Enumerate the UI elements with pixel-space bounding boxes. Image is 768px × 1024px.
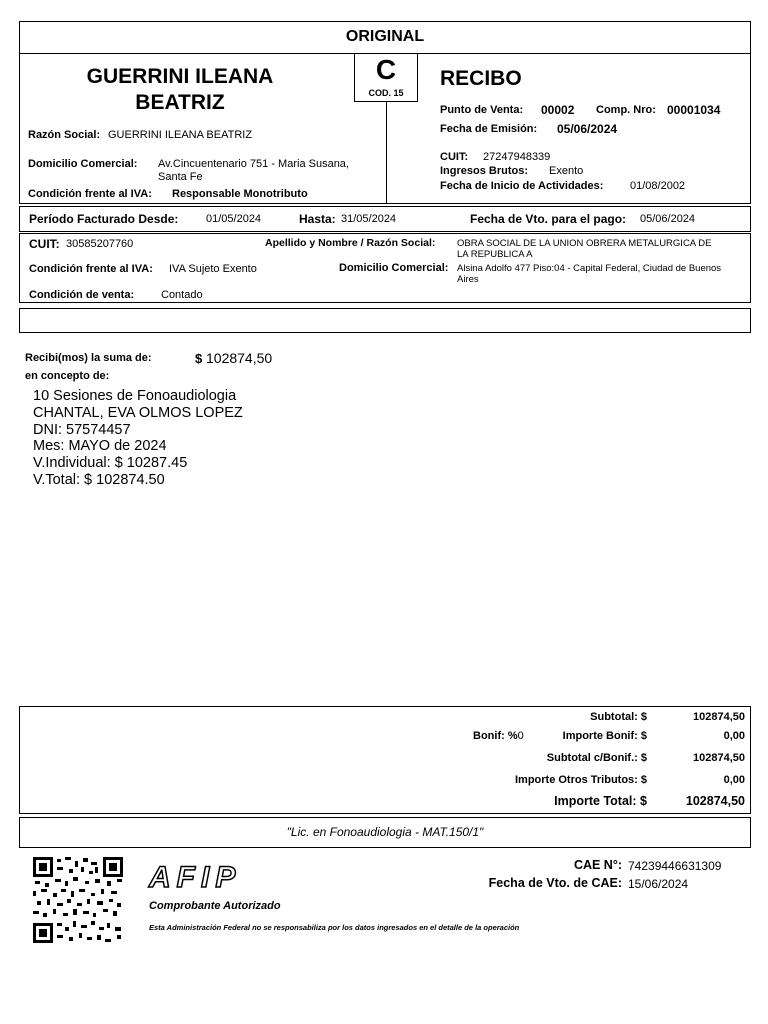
comp-nro: 00001034 — [667, 103, 721, 117]
client-domicilio-line1: Alsina Adolfo 477 Piso:04 - Capital Federal, Ciudad de Buenos — [457, 263, 722, 274]
disclaimer: Esta Administración Federal no se responsabiliza por los datos ingresados en el detalle de la operación — [149, 923, 520, 932]
invoice-letter-code: COD. 15 — [368, 88, 404, 98]
issuer-razon-social: GUERRINI ILEANA BEATRIZ — [108, 129, 253, 141]
concept-line: V.Total: $ 102874.50 — [33, 471, 165, 488]
qr-code — [33, 857, 123, 943]
header-divider — [386, 101, 387, 204]
afip-logo — [149, 862, 265, 894]
client-iva-label: Condición frente al IVA: — [29, 263, 153, 275]
period-hasta: 31/05/2024 — [341, 213, 397, 225]
subtotal-bonif-label: Subtotal c/Bonif.: $ — [546, 752, 647, 764]
subtotal-bonif-value: 102874,50 — [693, 752, 745, 764]
concept-line: Mes: MAYO de 2024 — [33, 438, 167, 455]
issuer-name-line1: GUERRINI ILEANA — [86, 65, 274, 88]
client-nombre-line1: OBRA SOCIAL DE LA UNION OBRERA METALURGICA DE — [457, 238, 712, 249]
blank-box — [19, 308, 751, 333]
iibb-label: Ingresos Brutos: — [440, 165, 529, 177]
concept-line: DNI: 57574457 — [33, 421, 131, 438]
suma-label: Recibi(mos) la suma de: — [25, 352, 152, 364]
concept-line: 10 Sesiones de Fonoaudiologia — [33, 388, 237, 404]
subtotal-value: 102874,50 — [693, 711, 745, 723]
period-hasta-label: Hasta: — [299, 212, 336, 226]
issuer-domicilio-line2: Santa Fe — [158, 171, 203, 183]
issuer-razon-social-label: Razón Social: — [28, 129, 101, 141]
period-vto-label: Fecha de Vto. para el pago: — [470, 212, 627, 226]
doc-type-title: RECIBO — [440, 67, 522, 90]
invoice-letter: C — [375, 54, 397, 85]
concept-line: CHANTAL, EVA OLMOS LOPEZ — [33, 404, 243, 421]
suma-currency: $ — [195, 351, 203, 366]
issuer-cuit-label: CUIT: — [440, 151, 469, 163]
total-label: Importe Total: $ — [554, 794, 647, 808]
total-value: 102874,50 — [685, 794, 745, 808]
fecha-emision: 05/06/2024 — [557, 122, 618, 136]
issuer-iva: Responsable Monotributo — [172, 188, 308, 200]
punto-venta: 00002 — [541, 103, 575, 117]
punto-venta-label: Punto de Venta: — [440, 104, 524, 116]
subtotal-label: Subtotal: $ — [590, 711, 647, 723]
client-nombre-line2: LA REPUBLICA A — [457, 249, 533, 260]
fecha-emision-label: Fecha de Emisión: — [440, 123, 538, 135]
note-text: "Lic. en Fonoaudiologia - MAT.150/1" — [286, 825, 484, 839]
issuer-name-line2: BEATRIZ — [135, 91, 225, 114]
cae: 74239446631309 — [628, 859, 722, 873]
inicio-actividades: 01/08/2002 — [630, 180, 686, 192]
cae-label: CAE N°: — [573, 858, 622, 872]
comprobante-autorizado: Comprobante Autorizado — [149, 900, 281, 912]
client-domicilio-label: Domicilio Comercial: — [339, 262, 449, 274]
suma-amount: 102874,50 — [206, 350, 273, 366]
afip-logo-text: AFIP — [149, 861, 242, 894]
client-iva: IVA Sujeto Exento — [169, 263, 257, 275]
issuer-iva-label: Condición frente al IVA: — [28, 188, 152, 200]
concept-list — [33, 388, 243, 489]
iibb: Exento — [549, 165, 584, 177]
cae-vto-label: Fecha de Vto. de CAE: — [488, 876, 622, 890]
otros-tributos-value: 0,00 — [723, 774, 745, 786]
client-venta: Contado — [161, 289, 203, 301]
concept-line: V.Individual: $ 10287.45 — [33, 455, 188, 472]
period-desde-label: Período Facturado Desde: — [29, 212, 179, 226]
importe-bonif-label: Importe Bonif: $ — [562, 730, 647, 742]
copy-type-label: ORIGINAL — [345, 28, 425, 45]
client-cuit: 30585207760 — [66, 238, 134, 250]
issuer-domicilio-label: Domicilio Comercial: — [28, 158, 138, 170]
cae-vto: 15/06/2024 — [628, 877, 689, 891]
otros-tributos-label: Importe Otros Tributos: $ — [514, 774, 647, 786]
importe-bonif-value: 0,00 — [723, 730, 745, 742]
client-domicilio-line2: Aires — [457, 274, 479, 285]
bonif-pct: 0 — [517, 730, 524, 742]
issuer-domicilio-line1: Av.Cincuentenario 751 - Maria Susana, — [158, 158, 349, 170]
client-cuit-label: CUIT: — [29, 237, 60, 251]
client-nombre-label: Apellido y Nombre / Razón Social: — [265, 237, 436, 249]
concepto-label: en concepto de: — [25, 370, 110, 382]
bonif-label-text: Bonif: % — [473, 730, 518, 742]
inicio-actividades-label: Fecha de Inicio de Actividades: — [440, 180, 604, 192]
period-vto: 05/06/2024 — [640, 213, 696, 225]
issuer-cuit: 27247948339 — [483, 151, 551, 163]
period-desde: 01/05/2024 — [206, 213, 262, 225]
client-venta-label: Condición de venta: — [29, 289, 135, 301]
comp-nro-label: Comp. Nro: — [596, 104, 656, 116]
